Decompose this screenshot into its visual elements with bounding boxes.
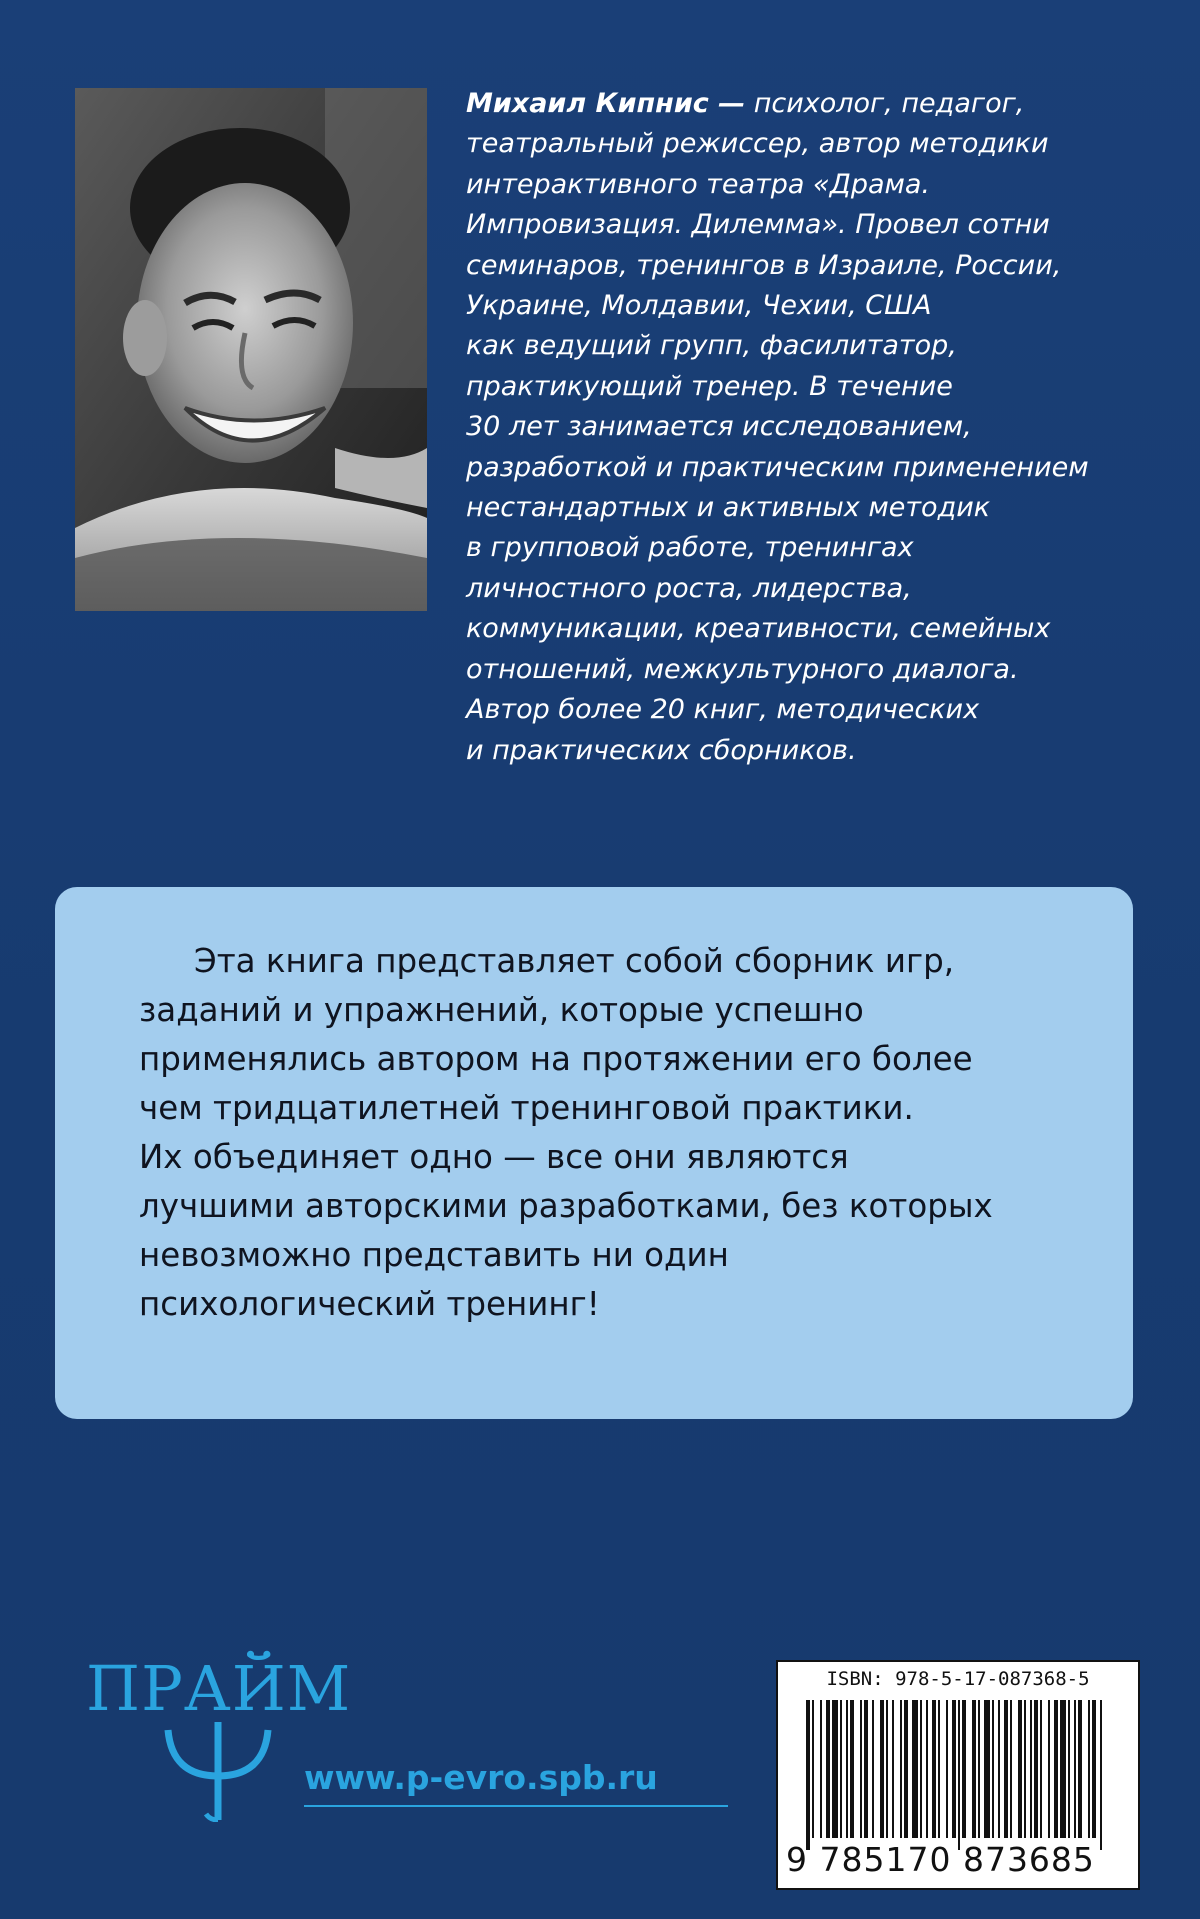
bio-line: нестандартных и активных методик: [466, 492, 991, 524]
bio-line: семинаров, тренингов в Израиле, России,: [466, 249, 1062, 281]
barcode-bar: [1088, 1700, 1090, 1838]
barcode-bar: [812, 1700, 814, 1838]
barcode-bar: [886, 1700, 888, 1838]
ean-digits: 9 785170 873685: [786, 1840, 1095, 1879]
publisher-logo: [86, 1652, 352, 1822]
barcode-bar: [864, 1700, 868, 1838]
barcode-bar: [1054, 1700, 1058, 1838]
barcode-bar: [926, 1700, 928, 1838]
barcode-bar: [860, 1700, 862, 1838]
barcode-bar: [1010, 1700, 1012, 1838]
barcode-bars: [806, 1700, 1116, 1850]
barcode-bar: [1074, 1700, 1076, 1838]
bio-line: личностного роста, лидерства,: [466, 572, 912, 604]
barcode-bar: [972, 1700, 976, 1838]
barcode-bar: [1018, 1700, 1022, 1838]
barcode-bar: [938, 1700, 940, 1838]
barcode-bar: [806, 1700, 810, 1850]
publisher-logo-text: ПРАЙМ: [86, 1652, 352, 1725]
psi-symbol-icon: [86, 1652, 336, 1822]
barcode-bar: [1034, 1700, 1038, 1838]
author-bio: [466, 84, 1166, 771]
bio-line: Автор более 20 книг, методических: [466, 694, 980, 726]
bio-line: разработкой и практическим применением: [466, 451, 1089, 483]
barcode-bar: [1040, 1700, 1042, 1838]
barcode-bar: [892, 1700, 894, 1838]
bio-line: как ведущий групп, фасилитатор,: [466, 330, 957, 362]
barcode-bar: [998, 1700, 1000, 1838]
barcode-bar: [850, 1700, 854, 1838]
barcode-bar: [920, 1700, 922, 1838]
bio-line: интерактивного театра «Драма.: [466, 168, 930, 200]
blurb-line: лучшими авторскими разработками, без которых: [139, 1187, 993, 1225]
barcode-bar: [1100, 1700, 1102, 1850]
barcode-bar: [826, 1700, 830, 1838]
blurb-line: Эта книга представляет собой сборник игр,: [194, 942, 955, 980]
publisher-url[interactable]: www.p-evro.spb.ru: [304, 1758, 658, 1797]
barcode-bar: [992, 1700, 994, 1838]
bio-line: 30 лет занимается исследованием,: [466, 411, 972, 443]
bio-line: Украине, Молдавии, Чехии, США: [466, 290, 932, 322]
barcode-bar: [872, 1700, 874, 1838]
barcode-bar: [1024, 1700, 1026, 1838]
blurb-line: чем тридцатилетней тренинговой практики.: [139, 1089, 914, 1127]
bio-line: и практических сборников.: [466, 734, 857, 766]
isbn-label: ISBN: 978-5-17-087368-5: [826, 1668, 1090, 1690]
barcode-bar: [962, 1700, 966, 1838]
barcode-bar: [912, 1700, 918, 1838]
barcode-bar: [904, 1700, 908, 1838]
barcode-bar: [1048, 1700, 1050, 1838]
barcode-bar: [1004, 1700, 1008, 1838]
barcode-bar: [1078, 1700, 1082, 1838]
author-photo: [75, 88, 427, 611]
barcode-bar: [1030, 1700, 1032, 1838]
blurb-line: Их объединяет одно — все они являются: [139, 1138, 849, 1176]
barcode-bar: [846, 1700, 848, 1838]
barcode-bar: [820, 1700, 822, 1838]
book-blurb: [139, 937, 1119, 1329]
barcode: [776, 1660, 1140, 1890]
barcode-bar: [984, 1700, 990, 1838]
bio-line: в групповой работе, тренингах: [466, 532, 914, 564]
barcode-bar: [952, 1700, 956, 1838]
blurb-line: заданий и упражнений, которые успешно: [139, 991, 864, 1029]
barcode-bar: [900, 1700, 902, 1838]
barcode-bar: [932, 1700, 936, 1838]
barcode-bar: [832, 1700, 838, 1838]
barcode-bar: [1068, 1700, 1070, 1838]
bio-line-1: Михаил Кипнис — психолог, педагог,: [466, 88, 1025, 119]
barcode-bar: [1060, 1700, 1066, 1838]
blurb-line: невозможно представить ни один: [139, 1236, 729, 1274]
barcode-bar: [946, 1700, 948, 1838]
bio-line: Импровизация. Дилемма». Провел сотни: [466, 209, 1050, 241]
bio-line: отношений, межкультурного диалога.: [466, 653, 1019, 685]
bio-line: коммуникации, креативности, семейных: [466, 613, 1051, 645]
author-name: Михаил Кипнис —: [466, 88, 746, 119]
url-underline: [304, 1805, 728, 1807]
barcode-bar: [978, 1700, 980, 1838]
blurb-line: применялись автором на протяжении его более: [139, 1040, 973, 1078]
bio-line: театральный режиссер, автор методики: [466, 128, 1049, 160]
barcode-bar: [1092, 1700, 1096, 1838]
barcode-bar: [880, 1700, 884, 1838]
blurb-line: психологический тренинг!: [139, 1285, 600, 1323]
barcode-bar: [840, 1700, 842, 1838]
bio-line: практикующий тренер. В течение: [466, 370, 953, 402]
barcode-bar: [958, 1700, 960, 1850]
book-blurb-box: [55, 887, 1133, 1419]
